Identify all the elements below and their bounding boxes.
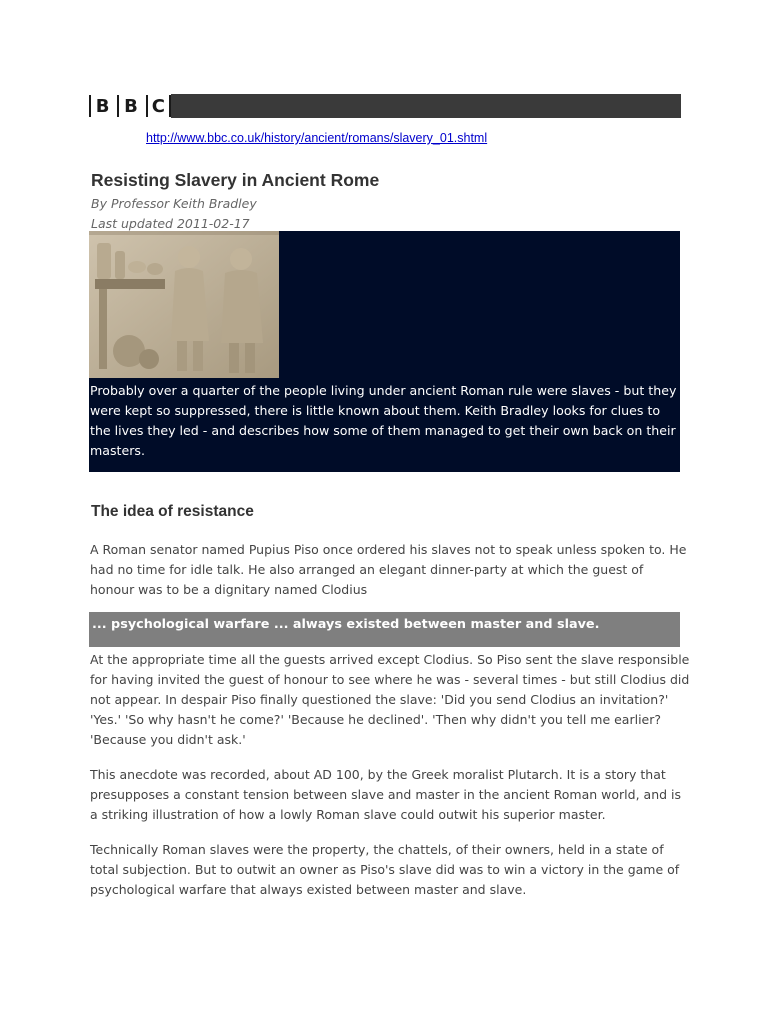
bbc-logo-letter-b2: B (117, 95, 142, 117)
paragraph-3: This anecdote was recorded, about AD 100, by the Greek moralist Plutarch. It is a story that presupposes a constant tension between slave and master in the ancient Roman world, and is a striking illustration of how a lowly Roman slave could outwit his superior master. (90, 767, 682, 822)
article-author: By Professor Keith Bradley (91, 196, 257, 211)
bbc-logo-letter-c: C (146, 95, 171, 117)
bbc-logo[interactable] (88, 94, 171, 118)
pull-quote (89, 612, 680, 647)
paragraph-4: Technically Roman slaves were the property, the chattels, of their owners, held in a state of total subjection. But to outwit an owner as Piso's slave did was to win a victory in the game of psychological warfare that always existed between master and slave. (90, 842, 680, 897)
roman-relief-image (89, 231, 279, 378)
article-last-updated: Last updated 2011-02-17 (91, 216, 250, 231)
section-heading: The idea of resistance (91, 503, 254, 520)
pull-quote-text: ... psychological warfare ... always existed between master and slave. (92, 617, 600, 632)
paragraph-2: At the appropriate time all the guests arrived except Clodius. So Piso sent the slave responsible for having invited the guest of honour to see where he was - several times - but still Clodius did not appear. In despair Piso finally questioned the slave: 'Did you send Clodius an invitation?' 'Yes.' 'So why hasn't he come?' 'Because he declined'. 'Then why didn't you tell me earlier? 'Because you didn't ask.' (90, 652, 690, 747)
article-title: Resisting Slavery in Ancient Rome (91, 170, 380, 190)
paragraph-1: A Roman senator named Pupius Piso once ordered his slaves not to speak unless spoken to. He had no time for idle talk. He also arranged an elegant dinner-party at which the guest of honour was to be a dignitary named Clodius (90, 542, 687, 597)
hero-panel (89, 231, 680, 472)
hero-standfirst: Probably over a quarter of the people living under ancient Roman rule were slaves - but they were kept so suppressed, there is little known about them. Keith Bradley looks for clues to the lives they led - and describes how some of them managed to get their own back on their masters. (90, 383, 677, 458)
source-url-link[interactable]: http://www.bbc.co.uk/history/ancient/romans/slavery_01.shtml (146, 131, 488, 145)
bbc-logo-letter-b1: B (89, 95, 114, 117)
bbc-header-bar (88, 94, 681, 118)
